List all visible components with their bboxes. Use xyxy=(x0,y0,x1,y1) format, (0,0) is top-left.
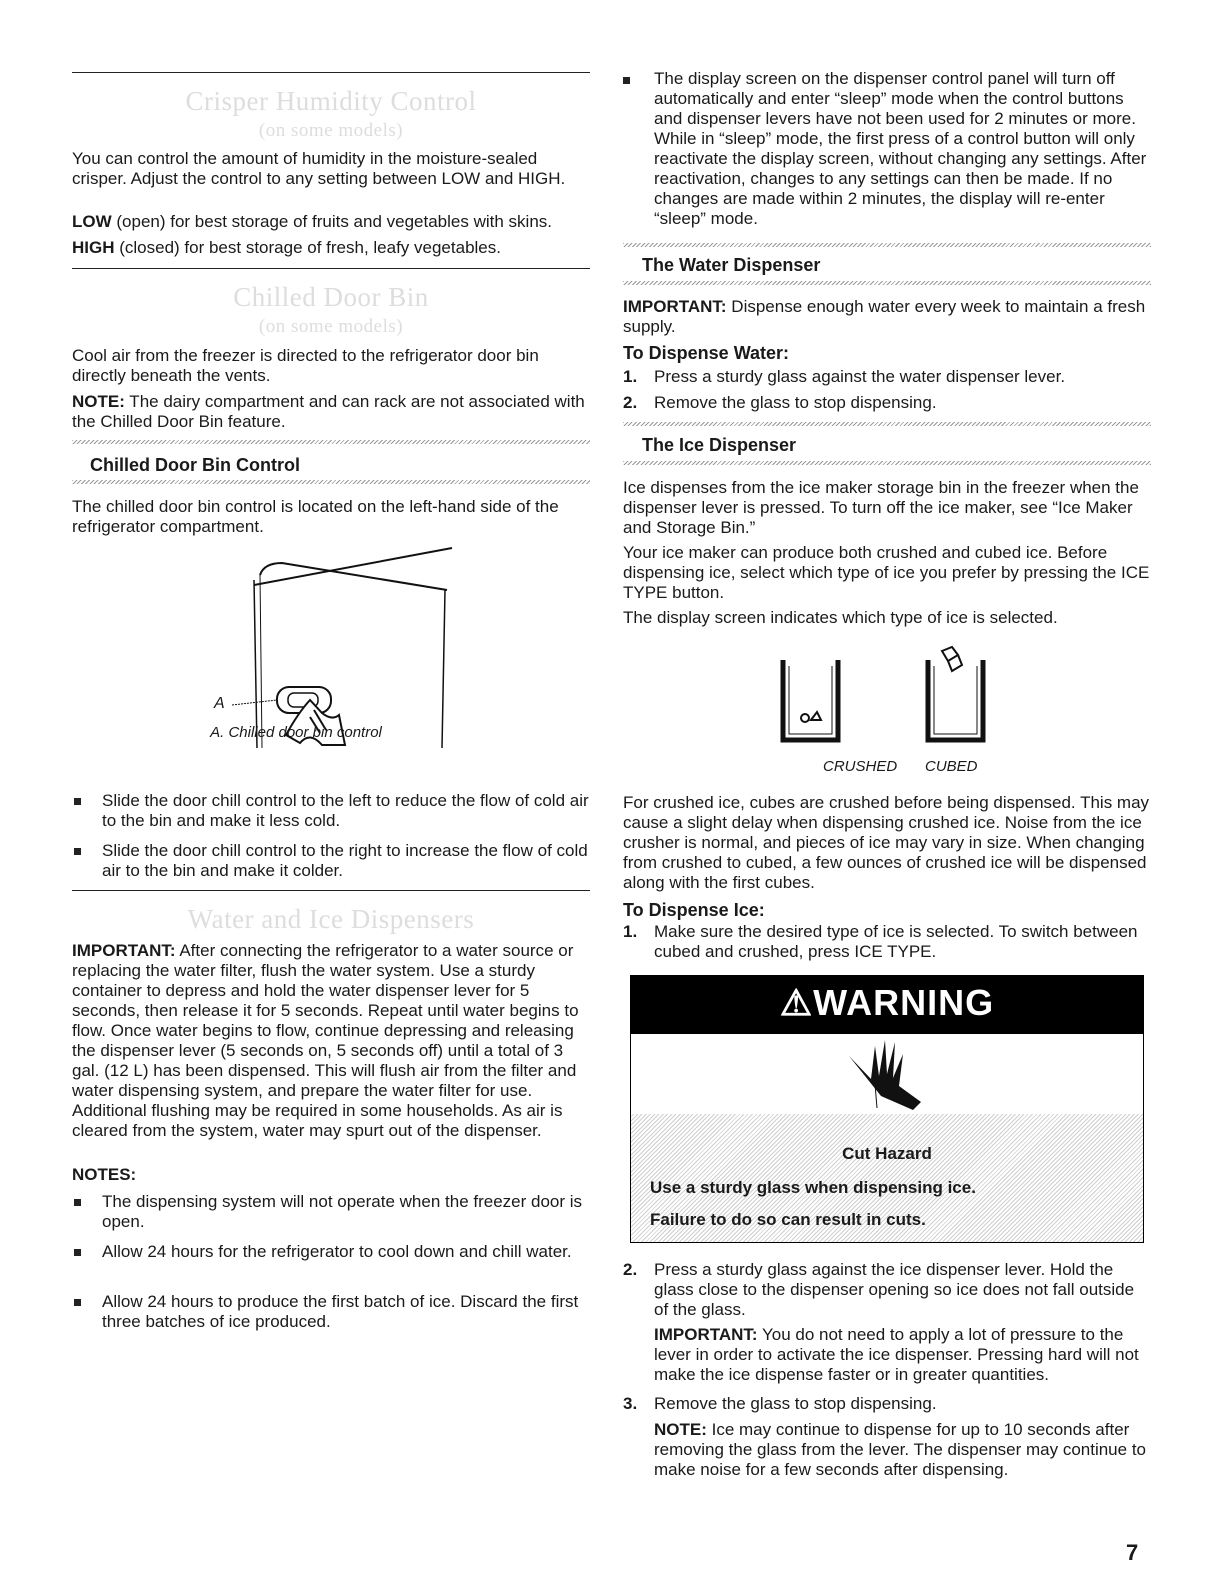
crushed-label: CRUSHED xyxy=(823,758,898,775)
note-label: NOTE: xyxy=(654,1420,707,1439)
bullet-icon xyxy=(74,1299,81,1306)
important-label: IMPORTANT: xyxy=(654,1325,758,1344)
step-number: 1. xyxy=(623,367,638,386)
important-label: IMPORTANT: xyxy=(623,297,727,316)
ice-step3: Remove the glass to stop dispensing. xyxy=(654,1394,937,1413)
crisper-title: Crisper Humidity Control xyxy=(185,86,477,116)
page-number: 7 xyxy=(1126,1540,1139,1565)
warning-header xyxy=(631,976,1143,1034)
warning-box xyxy=(630,975,1144,1243)
hatch-rule xyxy=(72,480,590,484)
bullet-icon xyxy=(74,1199,81,1206)
chilled-door-bin-illustration xyxy=(212,545,462,750)
water-step: Remove the glass to stop dispensing. xyxy=(654,393,937,412)
crisper-subtitle: (on some models) xyxy=(258,120,404,141)
step-number: 1. xyxy=(623,922,638,941)
chill-bullet: Slide the door chill control to the right to increase the flow of cold air to the bin and make it colder. xyxy=(102,841,588,880)
section-rule xyxy=(72,268,590,269)
note-text: The dairy compartment and can rack are not associated with the Chilled Door Bin feature. xyxy=(72,392,585,431)
important-label: IMPORTANT: xyxy=(72,941,176,960)
sleep-bullet: The display screen on the dispenser control panel will turn off automatically and enter “sleep” mode when the control buttons and dispenser levers have not been used for 2 minutes or more. While in “sleep” mode, the first press of a control button will only reactivate the display screen, without changing any settings. After reactivation, changes to any settings can then be made. If no changes are made within 2 minutes, the display will re-enter “sleep” mode. xyxy=(654,69,1147,228)
important-text: After connecting the refrigerator to a water source or replacing the water filter, flush the water system. Use a sturdy container to depress and hold the water dispenser lever for 5 seconds, then release it for 5 seconds. Repeat until water begins to flow. Once water begins to flow, continue depressing and releasing the dispenser lever (5 seconds on, 5 seconds off) until a total of 3 gal. (12 L) has been dispensed. This will flush air from the filter and water dispensing system, and prepare the water filter for use. Additional flushing may be required in some households. As air is cleared from the system, water may spurt out of the dispenser. xyxy=(72,941,579,1140)
note-item: The dispensing system will not operate when the freezer door is open. xyxy=(102,1192,583,1231)
step-number: 2. xyxy=(623,393,638,412)
high-text: (closed) for best storage of fresh, leafy vegetables. xyxy=(114,238,501,257)
note-text: Ice may continue to dispense for up to 10 seconds after removing the glass from the lever. The dispenser may continue to make noise for a few seconds after dispensing. xyxy=(654,1420,1146,1479)
hatch-rule xyxy=(623,461,1151,465)
note-label: NOTE: xyxy=(72,392,125,411)
ice-p3: The display screen indicates which type of ice is selected. xyxy=(623,608,1058,627)
warning-illustration-area xyxy=(631,1034,1143,1114)
chilled-control-heading: Chilled Door Bin Control xyxy=(90,455,300,475)
hatch-rule xyxy=(623,243,1151,247)
cubed-label: CUBED xyxy=(925,758,978,775)
crisper-high xyxy=(72,238,590,258)
ice-p1: Ice dispenses from the ice maker storage bin in the freezer when the dispenser lever is pressed. To turn off the ice maker, see “Ice Maker and Storage Bin.” xyxy=(623,478,1139,537)
step-number: 2. xyxy=(623,1260,638,1279)
low-label: LOW xyxy=(72,212,112,231)
hatch-rule xyxy=(623,281,1151,285)
important-text: Dispense enough water every week to maintain a fresh supply. xyxy=(623,297,1146,336)
chilled-subtitle: (on some models) xyxy=(258,316,404,337)
crisper-low xyxy=(72,212,590,232)
ice-heading: The Ice Dispenser xyxy=(642,435,797,455)
note-item: Allow 24 hours for the refrigerator to cool down and chill water. xyxy=(102,1242,572,1261)
warning-hazard: Cut Hazard xyxy=(842,1144,932,1163)
warning-line: Use a sturdy glass when dispensing ice. xyxy=(650,1178,976,1197)
chill-bullet: Slide the door chill control to the left to reduce the flow of cold air to the bin and make it less cold. xyxy=(102,791,589,830)
crisper-body: You can control the amount of humidity in the moisture-sealed crisper. Adjust the control to any setting between LOW and HIGH. xyxy=(72,149,566,188)
crushed-ice-icon xyxy=(773,650,848,750)
ice-step3-note xyxy=(654,1420,1151,1480)
bullet-icon xyxy=(74,798,81,805)
bullet-icon xyxy=(623,77,630,84)
figure-letter: A xyxy=(214,695,225,712)
water-heading: The Water Dispenser xyxy=(642,255,821,275)
warning-triangle-icon: ⚠ xyxy=(779,982,814,1023)
step-number: 3. xyxy=(623,1394,638,1413)
notes-label: NOTES: xyxy=(72,1165,137,1184)
important-text: You do not need to apply a lot of pressure to the lever in order to activate the ice dispenser. Pressing hard will not make the ice dispense faster or in greater quantities. xyxy=(654,1325,1139,1384)
water-step: Press a sturdy glass against the water dispenser lever. xyxy=(654,367,1066,386)
dispensers-important xyxy=(72,941,590,1141)
ice-subheading: To Dispense Ice: xyxy=(623,900,765,920)
chilled-note xyxy=(72,392,590,432)
dispensers-title: Water and Ice Dispensers xyxy=(187,904,475,934)
hatch-rule xyxy=(623,422,1151,426)
cut-hand-icon xyxy=(841,1034,941,1114)
ice-step2: Press a sturdy glass against the ice dispenser lever. Hold the glass close to the dispenser opening so ice does not fall outside of the glass. xyxy=(654,1260,1135,1319)
bullet-icon xyxy=(74,848,81,855)
water-subheading: To Dispense Water: xyxy=(623,343,790,363)
chilled-body: Cool air from the freezer is directed to the refrigerator door bin directly beneath the vents. xyxy=(72,346,539,385)
ice-p2: Your ice maker can produce both crushed and cubed ice. Before dispensing ice, select which type of ice you prefer by pressing the ICE TYPE button. xyxy=(623,543,1150,602)
hatch-rule xyxy=(72,440,590,444)
note-item: Allow 24 hours to produce the first batch of ice. Discard the first three batches of ice produced. xyxy=(102,1292,579,1331)
low-text: (open) for best storage of fruits and vegetables with skins. xyxy=(111,212,552,231)
warning-title-text: WARNING xyxy=(813,982,995,1023)
section-rule xyxy=(72,890,590,891)
cubed-ice-icon xyxy=(918,643,998,750)
ice-p4: For crushed ice, cubes are crushed before being dispensed. This may cause a slight delay when dispensing crushed ice. Noise from the ice crusher is normal, and pieces of ice may vary in size. When changing from crushed to cubed, a few ounces of crushed ice will be dispensed along with the first cubes. xyxy=(623,793,1150,892)
figure-caption: A. Chilled door bin control xyxy=(210,724,382,741)
chilled-control-body: The chilled door bin control is located on the left-hand side of the refrigerator compartment. xyxy=(72,497,559,536)
bullet-icon xyxy=(74,1249,81,1256)
ice-step1: Make sure the desired type of ice is selected. To switch between cubed and crushed, press ICE TYPE. xyxy=(654,922,1138,961)
section-rule xyxy=(72,72,590,73)
warning-title xyxy=(631,982,1143,1024)
ice-step2-important xyxy=(654,1325,1151,1385)
chilled-title: Chilled Door Bin xyxy=(233,282,429,312)
warning-line: Failure to do so can result in cuts. xyxy=(650,1210,926,1229)
high-label: HIGH xyxy=(72,238,115,257)
water-important xyxy=(623,297,1151,337)
